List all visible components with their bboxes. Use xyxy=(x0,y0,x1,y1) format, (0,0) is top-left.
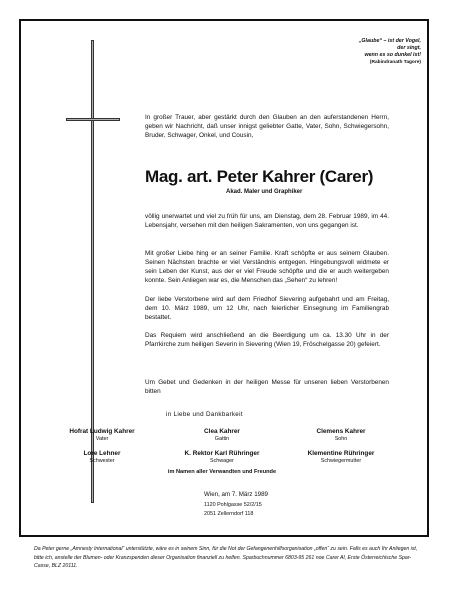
mourner-relation: Vater xyxy=(95,436,109,442)
mourner-name: Lore Lehner xyxy=(83,450,121,457)
address-line: 1120 Pohlgasse 52/2/15 xyxy=(204,502,262,508)
dankbarkeit-line: in Liebe und Dankbarkeit xyxy=(166,411,243,418)
deceased-title: Akad. Maler und Graphiker xyxy=(226,189,303,195)
mourner-name: K. Rektor Karl Rühringer xyxy=(184,450,260,457)
quote-block xyxy=(359,38,421,66)
paragraph-prayer: Um Gebet und Gedenken in der heiligen Messe für unseren lieben Verstorbenen bitten xyxy=(145,379,389,395)
mourner-relation: Schwiegermutter xyxy=(320,458,362,464)
mourner-name: Klementine Rühringer xyxy=(307,450,375,457)
quote-source: (Rabindranath Tagore) xyxy=(369,60,421,65)
mourner-name: Clea Kahrer xyxy=(204,428,240,435)
paragraph-requiem: Das Requiem wird anschließend an die Beerdigung um ca. 13.30 Uhr in der Pfarrkirche zum heiligen Severin in Sievering (Wien 19, Fröschelgasse 20) gefeiert. xyxy=(145,332,389,348)
quote-line: der singt, xyxy=(397,45,421,51)
intro-text: In großer Trauer, aber gestärkt durch den Glauben an den auferstandenen Herrn, geben wir Nachricht, daß unser innigst geliebter Gatte, Vater, Sohn, Schwiegersohn, Bruder, Schwager, Onkel, und Cousin, xyxy=(145,114,389,139)
mourner-son xyxy=(271,428,411,442)
mourner-relation: Sohn xyxy=(334,436,348,442)
mourner-name: Clemens Kahrer xyxy=(316,428,366,435)
mourner-mother-in-law xyxy=(271,450,411,464)
mourner-relation: Gattin xyxy=(214,436,230,442)
paragraph-life: Mit großer Liebe hing er an seiner Familie. Kraft schöpfte er aus seinem Glauben. Seinen Nächsten brachte er viel Verständnis entgegen. Hingebungsvoll widmete er sein Leben der Kunst, aus der er viel Freude schöpfte und die er auch weitergeben konnte. Sein Anliegen war es, die Menschen das „Sehen“ zu lehren! xyxy=(145,250,389,284)
relatives-line: im Namen aller Verwandten und Freunde xyxy=(167,469,277,475)
cross-icon-horizontal-beam xyxy=(66,118,120,121)
footer-note: Da Peter gerne „Amnesty International“ unterstützte, wäre es in seinem Sinn, für die Not der Gefangenenhilfsorganisation „offen“ zu sein. Falls es auch Ihr Anliegen ist, bitte ich, anstelle der Blumen- oder Kranzspenden dieser Organisation finanziell zu helfen. Sparbuchnummer 6803-95 261 noe Carer Al, Erste Österreichische Spar-Casse, BLZ 20111. xyxy=(34,546,418,569)
place-date: Wien, am 7. März 1989 xyxy=(204,491,268,498)
mourner-name: Hofrat Ludwig Kahrer xyxy=(69,428,135,435)
paragraph-funeral: Der liebe Verstorbene wird auf dem Friedhof Sievering aufgebahrt und am Freitag, dem 10. März 1989, um 12 Uhr, nach feierlicher Einsegnung im Familiengrab bestattet. xyxy=(145,296,389,321)
paragraph-death: völlig unerwartet und viel zu früh für uns, am Dienstag, dem 28. Februar 1989, im 44. Lebensjahr, versehen mit den heiligen Sakramenten, von uns gegangen ist. xyxy=(145,213,389,229)
mourner-relation: Schwester xyxy=(89,458,115,464)
address-line: 2051 Zellerndorf 118 xyxy=(204,511,254,517)
mourner-sister xyxy=(32,450,172,464)
mourner-father xyxy=(32,428,172,442)
deceased-name: Mag. art. Peter Kahrer (Carer) xyxy=(145,167,374,186)
quote-line: wenn es so dunkel ist! xyxy=(364,52,421,58)
quote-line: „Glaube“ – ist der Vogel, xyxy=(358,38,421,44)
mourner-relation: Schwager xyxy=(210,458,234,464)
